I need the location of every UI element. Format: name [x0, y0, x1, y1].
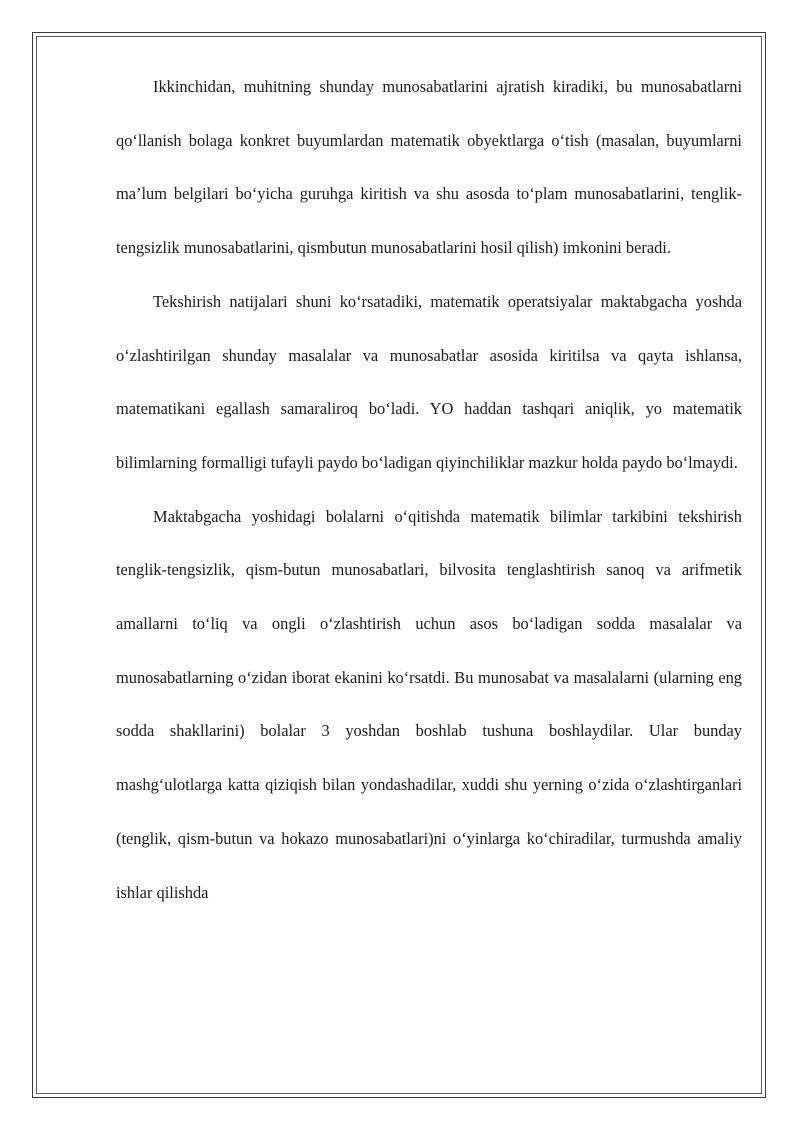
paragraph-2: Tekshirish natijalari shuni ko‘rsatadiki, matematik operatsiyalar maktabgacha yoshda o‘zlashtirilgan shunday masalalar va munosabatlar asosida kiritilsa va qayta ishlansa, matematikani egallash samaraliroq bo‘ladi. YO haddan tashqari aniqlik, yo matematik bilimlarning formalligi tufayli paydo bo‘ladigan qiyinchiliklar mazkur holda paydo bo‘lmaydi.	[116, 291, 742, 472]
document-body	[116, 60, 742, 919]
paragraph-3: Maktabgacha yoshidagi bolalarni o‘qitishda matematik bilimlar tarkibini tekshirish tenglik-tengsizlik, qism-butun munosabatlari, bilvosita tenglashtirish sanoq va arifmetik amallarni to‘liq va ongli o‘zlashtirish uchun asos bo‘ladigan sodda masalalar va munosabatlarning o‘zidan iborat ekanini ko‘rsatdi. Bu munosabat va masalalarni (ularning eng sodda shakllarini) bolalar 3 yoshdan boshlab tushuna boshlaydilar. Ular bunday mashg‘ulotlarga katta qiziqish bilan yondashadilar, xuddi shu yerning o‘zida o‘zlashtirganlari (tenglik, qism-butun va hokazo munosabatlari)ni o‘yinlarga ko‘chiradilar, turmushda amaliy ishlar qilishda	[116, 506, 742, 902]
paragraph-1: Ikkinchidan, muhitning shunday munosabatlarini ajratish kiradiki, bu munosabatlarni qo‘llanish bolaga konkret buyumlardan matematik obyektlarga o‘tish (masalan, buyumlarni ma’lum belgilari bo‘yicha guruhga kiritish va shu asosda to‘plam munosabatlarini, tenglik-tengsizlik munosabatlarini, qismbutun munosabatlarini hosil qilish) imkonini beradi.	[116, 77, 742, 258]
